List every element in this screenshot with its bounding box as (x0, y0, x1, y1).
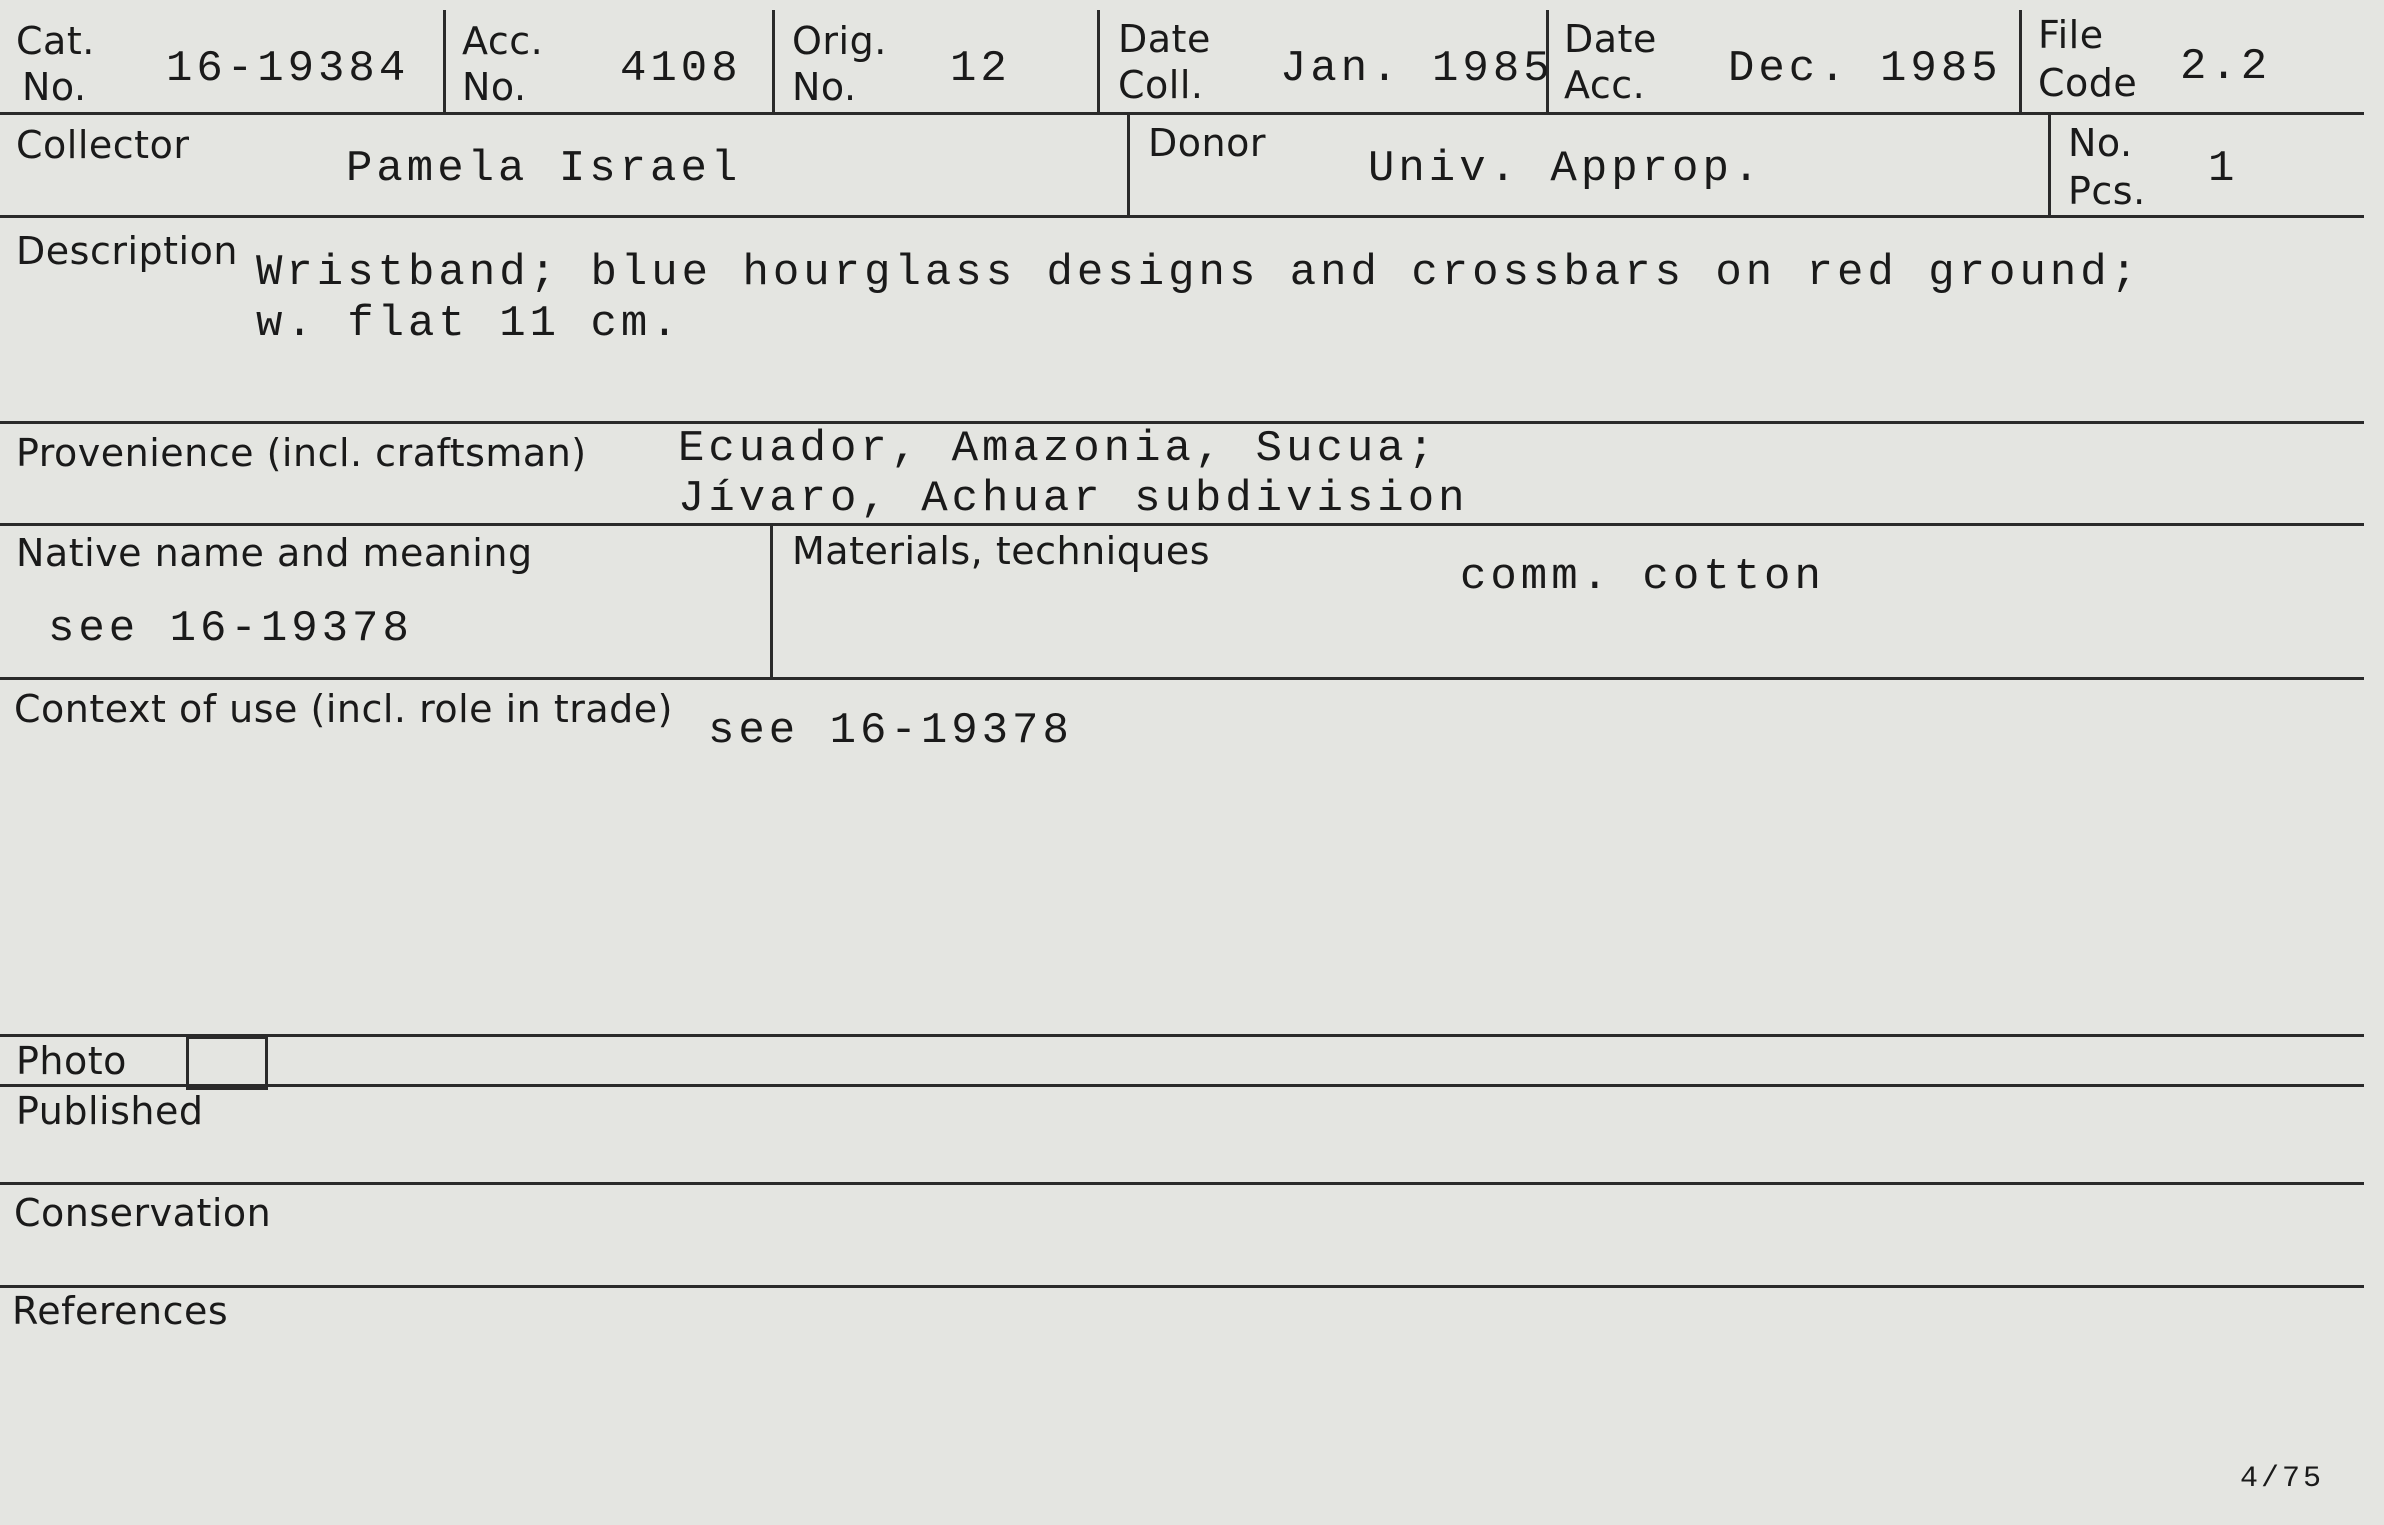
published-label: Published (16, 1089, 204, 1133)
materials-label: Materials, techniques (792, 529, 1211, 573)
cat-no-label-bottom: No. (22, 65, 87, 109)
context-label: Context of use (incl. role in trade) (14, 687, 673, 731)
acc-no-label-top: Acc. (462, 19, 544, 63)
rule-published-bottom (0, 1182, 2364, 1185)
no-pcs-value: 1 (2208, 144, 2239, 194)
no-pcs-label-top: No. (2068, 121, 2133, 165)
orig-no-label-top: Orig. (792, 19, 887, 63)
photo-checkbox (186, 1036, 268, 1090)
rule-collector-bottom (0, 215, 2364, 218)
orig-no-label-bottom: No. (792, 65, 857, 109)
collector-value: Pamela Israel (346, 144, 742, 194)
divider-orig-datecoll (1097, 10, 1100, 114)
rule-native-bottom (0, 677, 2364, 680)
date-acc-label-top: Date (1564, 17, 1657, 61)
divider-dateacc-file (2019, 10, 2022, 114)
donor-value: Univ. Approp. (1368, 144, 1764, 194)
rule-photo-bottom (0, 1084, 2364, 1087)
collector-label: Collector (16, 123, 190, 167)
file-code-label-top: File (2038, 13, 2104, 57)
rule-context-bottom (0, 1034, 2364, 1037)
references-label: References (12, 1289, 229, 1333)
provenience-line-2: Jívaro, Achuar subdivision (678, 474, 1469, 524)
date-coll-value: Jan. 1985 (1280, 44, 1554, 94)
native-name-value: see 16-19378 (48, 604, 413, 654)
acc-no-label-bottom: No. (462, 65, 527, 109)
conservation-label: Conservation (14, 1191, 272, 1235)
no-pcs-label-bottom: Pcs. (2068, 169, 2146, 213)
provenience-label: Provenience (incl. craftsman) (16, 431, 587, 475)
divider-donor-pcs (2048, 114, 2051, 217)
date-acc-value: Dec. 1985 (1728, 44, 2002, 94)
date-coll-label-bottom: Coll. (1118, 63, 1204, 107)
photo-label: Photo (16, 1039, 127, 1083)
orig-no-value: 12 (950, 44, 1011, 94)
date-coll-label-top: Date (1118, 17, 1211, 61)
rule-header-bottom (0, 112, 2364, 115)
rule-conservation-bottom (0, 1285, 2364, 1288)
description-line-2: w. flat 11 cm. (256, 299, 682, 349)
file-code-value: 2.2 (2180, 42, 2272, 92)
cat-no-label-top: Cat. (16, 19, 95, 63)
divider-native-materials (770, 525, 773, 679)
file-code-label-bottom: Code (2038, 61, 2138, 105)
description-line-1: Wristband; blue hourglass designs and crossbars on red ground; (256, 248, 2142, 298)
acc-no-value: 4108 (620, 44, 742, 94)
description-label: Description (16, 229, 238, 273)
date-acc-label-bottom: Acc. (1564, 63, 1646, 107)
divider-collector-donor (1127, 114, 1130, 217)
donor-label: Donor (1148, 121, 1266, 165)
divider-cat-acc (443, 10, 446, 114)
divider-acc-orig (772, 10, 775, 114)
provenience-line-1: Ecuador, Amazonia, Sucua; (678, 424, 1439, 474)
native-name-label: Native name and meaning (16, 531, 533, 575)
context-value: see 16-19378 (708, 706, 1073, 756)
materials-value: comm. cotton (1460, 552, 1825, 602)
form-number: 4/75 (2240, 1462, 2325, 1496)
cat-no-value: 16-19384 (166, 44, 410, 94)
